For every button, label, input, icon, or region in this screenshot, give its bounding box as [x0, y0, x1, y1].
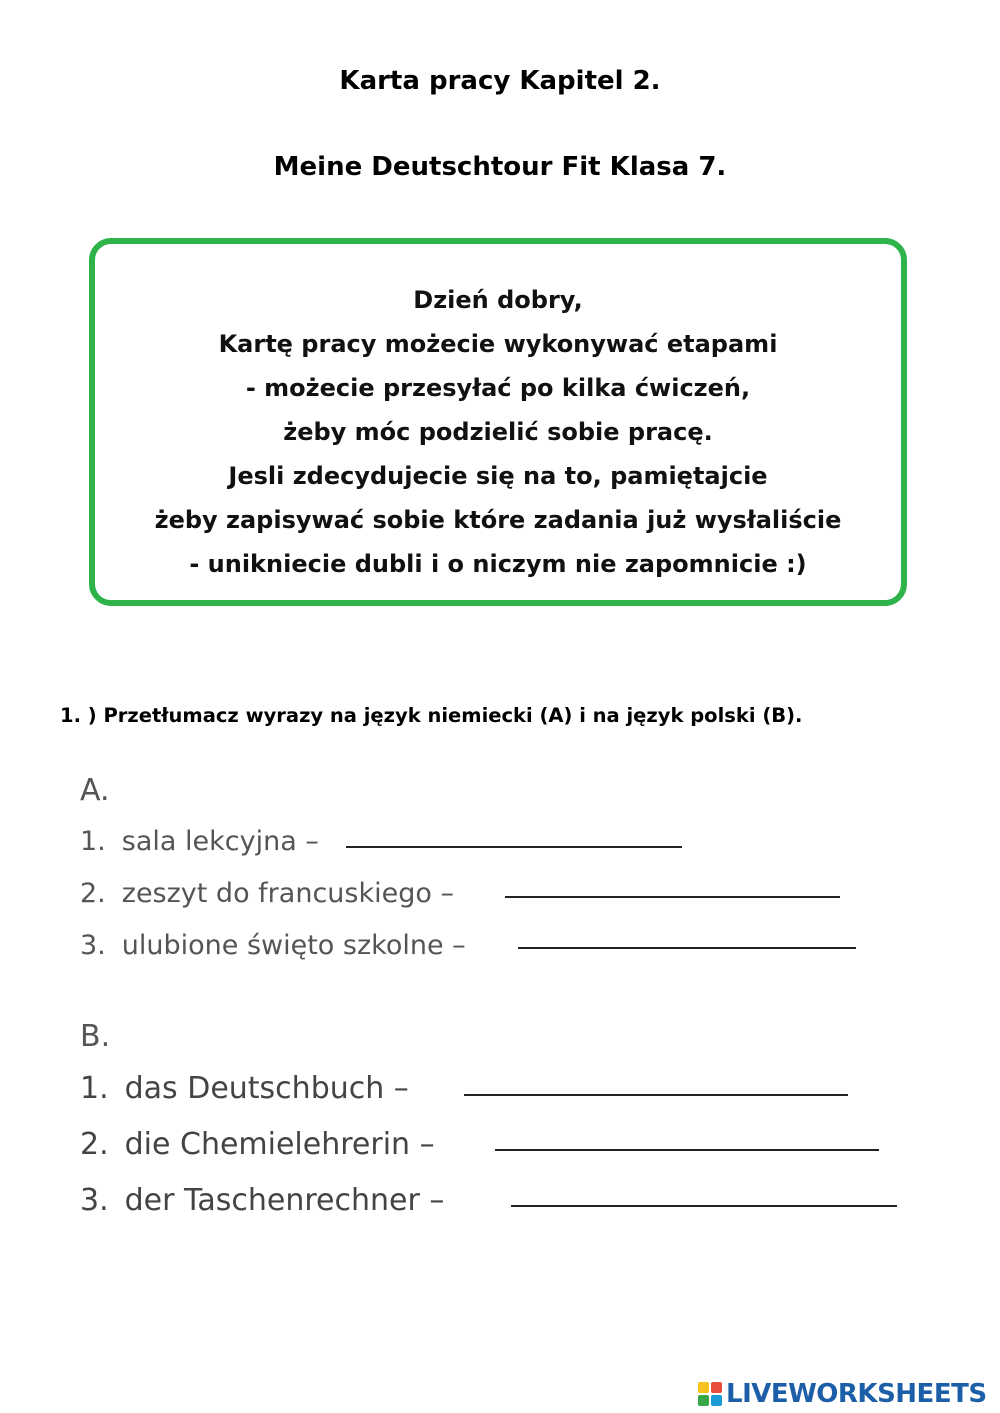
section-b-item	[80, 1071, 409, 1106]
notice-line: - unikniecie dubli i o niczym nie zapomnicie :)	[189, 550, 807, 578]
item-number: 1.	[80, 826, 106, 857]
notice-line: - możecie przesyłać po kilka ćwiczeń,	[245, 374, 751, 402]
notice-line: żeby móc podzielić sobie pracę.	[283, 418, 713, 446]
section-a-item	[80, 826, 319, 857]
answer-blank[interactable]	[518, 947, 856, 949]
item-number: 1.	[80, 1071, 109, 1106]
item-term: der Taschenrechner –	[124, 1183, 445, 1218]
item-term: ulubione święto szkolne –	[121, 930, 466, 961]
answer-blank[interactable]	[464, 1094, 848, 1096]
logo-text: LIVEWORKSHEETS	[726, 1379, 987, 1409]
notice-line: Kartę pracy możecie wykonywać etapami	[218, 330, 778, 358]
section-b-label: B.	[80, 1019, 111, 1054]
section-b-item	[80, 1183, 444, 1218]
item-term: sala lekcyjna –	[121, 826, 319, 857]
notice-box	[89, 238, 907, 606]
item-term: zeszyt do francuskiego –	[121, 878, 454, 909]
item-term: die Chemielehrerin –	[124, 1127, 435, 1162]
liveworksheets-logo-icon	[698, 1382, 722, 1406]
answer-blank[interactable]	[495, 1149, 879, 1151]
item-number: 3.	[80, 930, 106, 961]
section-a-label: A.	[80, 773, 110, 808]
answer-blank[interactable]	[346, 846, 682, 848]
notice-line: Dzień dobry,	[413, 286, 583, 314]
worksheet-subtitle: Meine Deutschtour Fit Klasa 7.	[273, 152, 727, 182]
section-b-item	[80, 1127, 435, 1162]
notice-line: żeby zapisywać sobie które zadania już wysłaliście	[154, 506, 842, 534]
section-a-item	[80, 878, 454, 909]
answer-blank[interactable]	[505, 896, 840, 898]
worksheet-title: Karta pracy Kapitel 2.	[339, 66, 661, 96]
task-instruction: 1. ) Przetłumacz wyrazy na język niemiecki (A) i na język polski (B).	[60, 704, 803, 727]
liveworksheets-logo[interactable]	[698, 1378, 987, 1410]
item-number: 3.	[80, 1183, 109, 1218]
section-a-item	[80, 930, 466, 961]
notice-line: Jesli zdecydujecie się na to, pamiętajcie	[228, 462, 768, 490]
item-term: das Deutschbuch –	[124, 1071, 409, 1106]
item-number: 2.	[80, 1127, 109, 1162]
item-number: 2.	[80, 878, 106, 909]
answer-blank[interactable]	[511, 1205, 897, 1207]
